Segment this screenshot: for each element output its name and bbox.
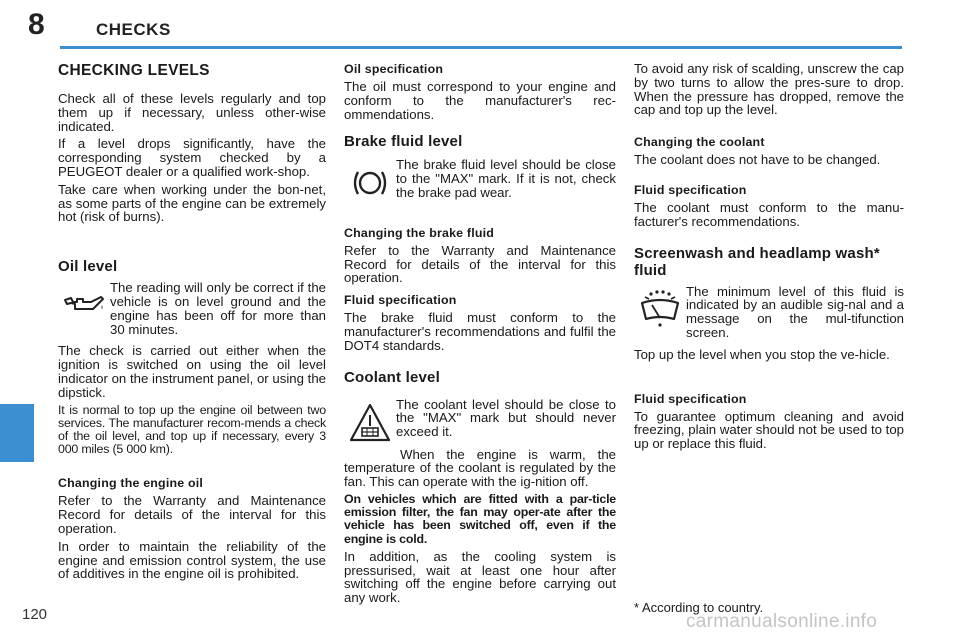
brake-fluid-spec-heading: Fluid specification bbox=[344, 293, 457, 308]
page-number: 120 bbox=[22, 606, 48, 623]
changing-brake-fluid-heading: Changing the brake fluid bbox=[344, 225, 495, 240]
section-title: CHECKING LEVELS bbox=[58, 62, 210, 79]
footnote: * According to country. bbox=[634, 600, 764, 615]
intro-paragraph: Take care when working under the bon-net, as some parts of the engine can be extremely hot (risk of burns). bbox=[58, 181, 326, 225]
coolant-spec-text: The coolant must conform to the manu-facturer's recommendations. bbox=[634, 199, 904, 229]
column-3 bbox=[634, 58, 904, 455]
screenwash-topup-text: Top up the level when you stop the ve-hicle. bbox=[634, 346, 890, 362]
chapter-number: 8 bbox=[28, 8, 45, 41]
changing-coolant-text: The coolant does not have to be changed. bbox=[634, 152, 881, 168]
coolant-fan-text: When the engine is warm, the temperature of the coolant is regulated by the fan. This can operate with the ig-nition off. bbox=[344, 446, 616, 490]
changing-oil-heading: Changing the engine oil bbox=[58, 476, 204, 491]
intro-paragraph: Check all of these levels regularly and top them up if necessary, unless other-wise indicated. bbox=[58, 91, 326, 134]
coolant-level-block bbox=[344, 398, 616, 444]
header-rule bbox=[60, 46, 902, 49]
oil-spec-text: The oil must correspond to your engine and conform to the manufacturer's rec-ommendations. bbox=[344, 79, 616, 122]
particle-filter-warning: On vehicles which are fitted with a par-ticle emission filter, the fan may oper-ate after the vehicle has been switched off, even if the engine is cold. bbox=[344, 491, 616, 546]
screenwash-spec-text: To guarantee optimum cleaning and avoid freezing, plain water should not be used to top up or replace this fluid. bbox=[634, 408, 904, 452]
screenwash-block bbox=[634, 285, 904, 344]
coolant-max-text: The coolant level should be close to the "MAX" mark but should never exceed it. bbox=[396, 396, 616, 440]
changing-oil-text: Refer to the Warranty and Maintenance Record for details of the interval for this operation. bbox=[58, 493, 326, 536]
brake-fluid-text: The brake fluid level should be close to the "MAX" mark. If it is not, check the brake pad wear. bbox=[396, 157, 616, 200]
screenwash-spec-heading: Fluid specification bbox=[634, 391, 747, 406]
coolant-spec-heading: Fluid specification bbox=[634, 182, 747, 197]
column-1 bbox=[58, 58, 326, 585]
changing-brake-fluid-text: Refer to the Warranty and Maintenance Record for details of the interval for this operation. bbox=[344, 242, 616, 286]
oil-spec-heading: Oil specification bbox=[344, 62, 444, 76]
oil-level-heading: Oil level bbox=[58, 258, 118, 276]
coolant-warning-icon bbox=[344, 398, 396, 444]
additives-text: In order to maintain the reliability of the engine and emission control system, the use of additives in the engine oil is prohibited. bbox=[58, 538, 326, 582]
screenwash-heading: Screenwash and headlamp wash* fluid bbox=[634, 244, 880, 279]
washer-fluid-icon bbox=[634, 285, 686, 329]
brake-fluid-block bbox=[344, 158, 616, 203]
oil-condition-text: The reading will only be correct if the vehicle is on level ground and the engine has been off for more than 30 minutes. bbox=[110, 280, 326, 337]
brake-warning-icon bbox=[344, 158, 396, 198]
oil-level-block bbox=[58, 281, 326, 340]
screenwash-min-text: The minimum level of this fluid is indicated by an audible sig-nal and a message on the mul-tifunction screen. bbox=[686, 283, 904, 340]
oil-check-text: The check is carried out either when the ignition is switched on using the oil level indicator on the instrument panel, or using the dipstick. bbox=[58, 343, 326, 400]
watermark: carmanualsonline.info bbox=[686, 611, 878, 632]
coolant-level-heading: Coolant level bbox=[344, 368, 440, 386]
oil-can-icon bbox=[58, 281, 110, 315]
brake-fluid-spec-text: The brake fluid must conform to the manufacturer's recommendations and fulfil the DOT4 standards. bbox=[344, 310, 616, 353]
scalding-text: To avoid any risk of scalding, unscrew the cap by two turns to allow the pres-sure to drop. When the pressure has dropped, remove the cap and top up the level. bbox=[634, 61, 904, 118]
column-2 bbox=[344, 58, 616, 609]
chapter-tab bbox=[0, 404, 34, 462]
brake-fluid-heading: Brake fluid level bbox=[344, 133, 463, 151]
oil-topup-text: It is normal to top up the engine oil between two services. The manufacturer recom-mends a check of the oil level, and top up if necessary, every 3 000 miles (5 000 km). bbox=[58, 402, 326, 457]
chapter-title: CHECKS bbox=[96, 20, 171, 39]
pressurised-text: In addition, as the cooling system is pressurised, wait at least one hour after switching off the engine before carrying out any work. bbox=[344, 548, 616, 606]
changing-coolant-heading: Changing the coolant bbox=[634, 135, 765, 150]
intro-paragraph: If a level drops significantly, have the corresponding system checked by a PEUGEOT dealer or a qualified work-shop. bbox=[58, 136, 326, 179]
